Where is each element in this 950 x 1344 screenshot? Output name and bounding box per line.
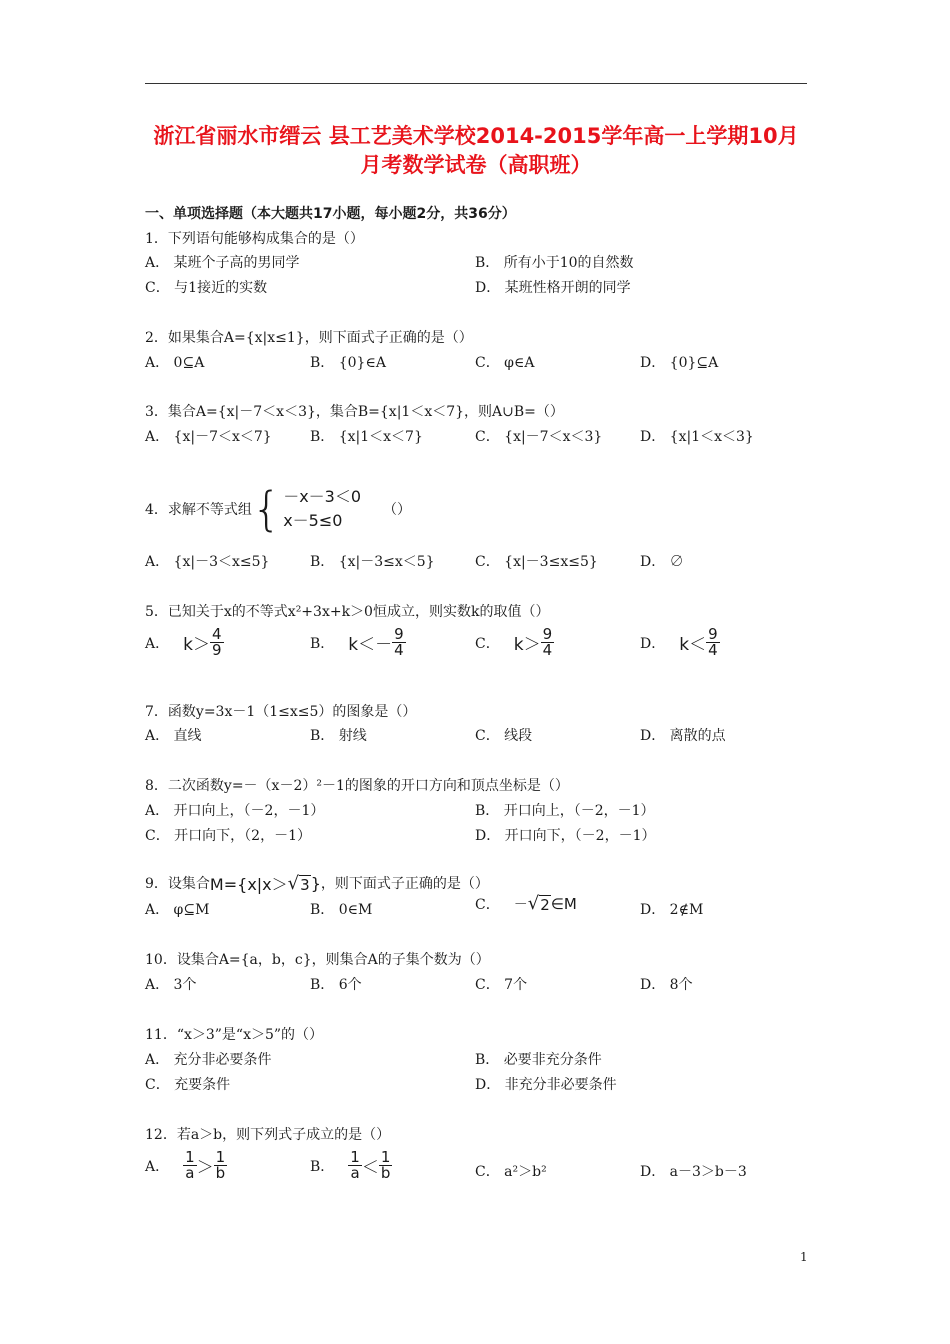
- denominator: b: [215, 1164, 226, 1182]
- inequality-system: [251, 482, 362, 536]
- denominator: a: [185, 1164, 195, 1182]
- radicand: 2: [540, 896, 550, 914]
- page-title: 浙江省丽水市缙云 县工艺美术学校2014-2015学年高一上学期10月月考数学试卷（高职班）: [153, 124, 799, 177]
- denominator: 4: [394, 641, 404, 659]
- denominator: 4: [708, 641, 718, 659]
- numerator: 1: [350, 1148, 360, 1166]
- page-number: 1: [800, 1250, 808, 1264]
- question-1-option-d: D． 某班性格开朗的同学: [475, 280, 631, 296]
- sqrt-icon: √ 2: [527, 893, 550, 914]
- relation: ＞: [196, 1158, 214, 1178]
- denominator: 4: [542, 641, 553, 659]
- question-4-option-d: D． ∅: [640, 554, 684, 570]
- fraction: [214, 1150, 228, 1181]
- question-5-stem: 5．已知关于x的不等式x²+3x+k＞0恒成立，则实数k的取值（）: [145, 604, 550, 620]
- set-definition: M={x|x＞: [209, 874, 288, 894]
- fraction: [706, 627, 720, 658]
- relation: ＜: [361, 1158, 379, 1178]
- question-9-option-a: A． φ⊆M: [145, 902, 210, 918]
- numerator: 4: [211, 625, 222, 643]
- question-8-option-b: B． 开口向上，（－2，－1）: [475, 803, 655, 819]
- set-close: }: [310, 873, 321, 893]
- question-8-option-c: C． 开口向下，（2，－1）: [145, 828, 311, 844]
- question-9-suffix: ，则下面式子正确的是（）: [320, 876, 489, 892]
- question-4-option-b: B． {x|－3≤x＜5}: [310, 554, 435, 570]
- question-4-option-a: A． {x|－3＜x≤5}: [145, 554, 270, 570]
- membership: ∈M: [550, 894, 577, 913]
- sqrt-icon: √ 3: [287, 872, 310, 894]
- option-label: A．: [145, 635, 170, 652]
- question-8-option-d: D． 开口向下，（－2，－1）: [475, 828, 656, 844]
- question-11-option-d: D． 非充分非必要条件: [475, 1077, 617, 1093]
- question-1-stem: 1．下列语句能够构成集合的是（）: [145, 231, 364, 247]
- question-3-option-b: B． {x|1＜x＜7}: [310, 429, 423, 445]
- question-10-option-c: C． 7个: [475, 977, 528, 993]
- question-9-option-b: B． 0∈M: [310, 902, 373, 918]
- question-4-suffix: （）: [383, 502, 412, 518]
- radicand: 3: [300, 875, 310, 894]
- numerator: 1: [380, 1148, 391, 1166]
- question-3-stem: 3．集合A={x|－7＜x＜3}，集合B={x|1＜x＜7}，则A∪B=（）: [145, 404, 564, 420]
- question-5-option-d: [640, 627, 720, 658]
- question-7-option-c: C． 线段: [475, 728, 533, 744]
- inequality-line-2: x－5≤0: [283, 511, 343, 530]
- question-7-option-d: D． 离散的点: [640, 728, 726, 744]
- numerator: 1: [185, 1148, 195, 1166]
- question-9-prefix: 9．设集合: [145, 876, 210, 892]
- question-8-option-a: A． 开口向上，（－2，－1）: [145, 803, 325, 819]
- relation: k＞: [513, 635, 541, 655]
- numerator: 1: [215, 1148, 226, 1166]
- question-2-option-b: B． {0}∈A: [310, 355, 386, 371]
- question-4-stem: [145, 482, 411, 536]
- fraction: [541, 627, 555, 658]
- question-7-stem: 7．函数y=3x－1（1≤x≤5）的图象是（）: [145, 704, 417, 720]
- question-10-stem: 10．设集合A={a，b，c}，则集合A的子集个数为（）: [145, 952, 490, 968]
- question-4-prefix: 4．求解不等式组: [145, 502, 252, 518]
- question-1-option-a: A． 某班个子高的男同学: [145, 255, 300, 271]
- question-1-option-c: C． 与1接近的实数: [145, 280, 268, 296]
- numerator: 9: [394, 625, 404, 643]
- question-3-option-c: C． {x|－7＜x＜3}: [475, 429, 603, 445]
- question-10-option-a: A． 3个: [145, 977, 197, 993]
- question-5-option-b: [310, 627, 406, 658]
- denominator: a: [350, 1164, 360, 1182]
- question-5-option-c: [475, 627, 554, 658]
- relation: k＜－: [348, 635, 393, 655]
- fraction: [183, 1150, 197, 1181]
- question-12-option-b: [310, 1150, 392, 1181]
- question-2-stem: 2．如果集合A={x|x≤1}，则下面式子正确的是（）: [145, 330, 473, 346]
- minus-sign: －: [513, 896, 528, 913]
- question-8-stem: 8．二次函数y=－（x－2）²－1的图象的开口方向和顶点坐标是（）: [145, 778, 569, 794]
- option-label: B．: [310, 635, 335, 652]
- question-12-option-c: C． a²＞b²: [475, 1164, 547, 1180]
- fraction: [210, 627, 224, 658]
- relation: k＞: [183, 635, 210, 655]
- question-12-option-a: [145, 1150, 227, 1181]
- question-3-option-a: A． {x|－7＜x＜7}: [145, 429, 272, 445]
- question-12-option-d: D． a－3＞b－3: [640, 1164, 747, 1180]
- question-2-option-c: C． φ∈A: [475, 355, 535, 371]
- option-label: B．: [310, 1158, 335, 1175]
- inequality-line-1: －x－3＜0: [283, 487, 362, 506]
- question-11-stem: 11．“x＞3”是“x＞5”的（）: [145, 1027, 324, 1043]
- question-2-option-a: A． 0⊆A: [145, 355, 205, 371]
- question-1-option-b: B． 所有小于10的自然数: [475, 255, 634, 271]
- question-12-stem: 12．若a＞b，则下列式子成立的是（）: [145, 1127, 391, 1143]
- fraction: [348, 1150, 362, 1181]
- question-9-option-d: D． 2∉M: [640, 902, 704, 918]
- question-2-option-d: D． {0}⊆A: [640, 355, 719, 371]
- option-label: C．: [475, 896, 500, 913]
- fraction: [392, 627, 406, 658]
- fraction: [379, 1150, 393, 1181]
- question-10-option-b: B． 6个: [310, 977, 362, 993]
- header-rule: [145, 83, 807, 84]
- question-5-option-a: [145, 627, 224, 658]
- question-11-option-b: B． 必要非充分条件: [475, 1052, 602, 1068]
- section-heading: 一、单项选择题（本大题共17小题，每小题2分，共36分）: [145, 206, 516, 222]
- denominator: 9: [211, 641, 222, 659]
- option-label: C．: [475, 635, 500, 652]
- question-9-option-c: [475, 893, 577, 914]
- question-4-option-c: C． {x|－3≤x≤5}: [475, 554, 598, 570]
- numerator: 9: [542, 625, 553, 643]
- numerator: 9: [708, 625, 718, 643]
- question-9-stem: [145, 868, 489, 898]
- question-3-option-d: D． {x|1＜x＜3}: [640, 429, 754, 445]
- denominator: b: [380, 1164, 391, 1182]
- option-label: A．: [145, 1158, 170, 1175]
- question-11-option-c: C． 充要条件: [145, 1077, 231, 1093]
- question-10-option-d: D． 8个: [640, 977, 693, 993]
- relation: k＜: [679, 635, 707, 655]
- question-7-option-a: A． 直线: [145, 728, 202, 744]
- option-label: D．: [640, 635, 666, 652]
- question-7-option-b: B． 射线: [310, 728, 367, 744]
- left-brace-icon: {: [251, 482, 282, 536]
- question-11-option-a: A． 充分非必要条件: [145, 1052, 272, 1068]
